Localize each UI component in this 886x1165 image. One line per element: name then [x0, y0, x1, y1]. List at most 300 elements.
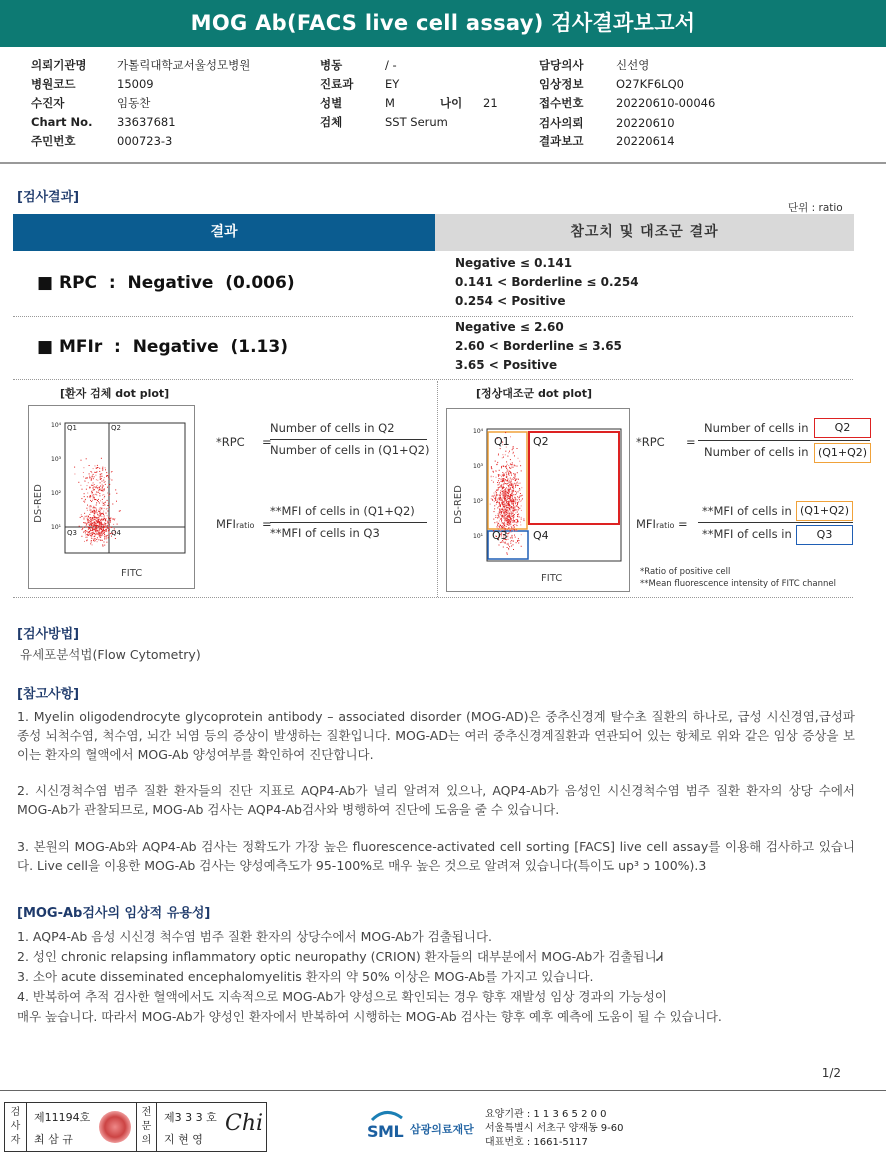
cell-dot [87, 518, 88, 519]
cell-dot [521, 517, 522, 518]
cell-dot [92, 495, 93, 496]
cell-dot [102, 540, 103, 541]
cell-dot [521, 495, 522, 496]
cell-dot [87, 522, 88, 523]
cell-dot [93, 513, 94, 514]
cell-dot [90, 529, 91, 530]
method-text: 유세포분석법(Flow Cytometry) [20, 647, 201, 662]
cell-dot [504, 487, 505, 488]
cell-dot [502, 472, 503, 473]
cell-dot [101, 528, 102, 529]
cell-dot [104, 508, 105, 509]
cell-dot [496, 492, 497, 493]
cell-dot [513, 494, 514, 495]
cell-dot [510, 436, 511, 437]
cell-dot [508, 452, 509, 453]
cell-dot [512, 492, 513, 493]
cell-dot [503, 484, 504, 485]
cell-dot [100, 534, 101, 535]
cell-dot [512, 538, 513, 539]
cell-dot [506, 495, 507, 496]
cell-dot [499, 503, 500, 504]
patient-info [0, 52, 886, 164]
cell-dot [92, 490, 93, 491]
cell-dot [83, 522, 84, 523]
cell-dot [90, 512, 91, 513]
cell-dot [95, 538, 96, 539]
cell-dot [512, 510, 513, 511]
cell-dot [501, 499, 502, 500]
cell-dot [509, 475, 510, 476]
cell-dot [84, 493, 85, 494]
cell-dot [91, 510, 92, 511]
cell-dot [497, 526, 498, 527]
cell-dot [100, 479, 101, 480]
cell-dot [88, 482, 89, 483]
cell-dot [507, 544, 508, 545]
cell-dot [511, 493, 512, 494]
cell-dot [97, 487, 98, 488]
cell-dot [520, 493, 521, 494]
cell-dot [498, 480, 499, 481]
cell-dot [504, 516, 505, 517]
cell-dot [88, 519, 89, 520]
cell-dot [93, 532, 94, 533]
cell-dot [107, 487, 108, 488]
cell-dot [91, 532, 92, 533]
cell-dot [116, 493, 117, 494]
cell-dot [74, 467, 75, 468]
cell-dot [500, 514, 501, 515]
method-heading: [검사방법] [17, 627, 80, 642]
cell-dot [510, 468, 511, 469]
cell-dot [94, 517, 95, 518]
cell-dot [518, 514, 519, 515]
cell-dot [113, 524, 114, 525]
cell-dot [98, 532, 99, 533]
cell-dot [508, 528, 509, 529]
patient-y-axis: DS-RED [32, 484, 44, 523]
receipt-no-value: 20220610-00046 [616, 96, 716, 110]
cell-dot [507, 503, 508, 504]
cell-dot [89, 518, 90, 519]
cell-dot [93, 498, 94, 499]
cell-dot [84, 500, 85, 501]
cell-dot [511, 500, 512, 501]
clinical-info-value: O27KF6LQ0 [616, 77, 684, 91]
cell-dot [505, 488, 506, 489]
cell-dot [519, 499, 520, 500]
cell-dot [504, 513, 505, 514]
cell-dot [92, 500, 93, 501]
control-mfi-fraction-line [698, 522, 853, 523]
cell-dot [86, 516, 87, 517]
cell-dot [99, 495, 100, 496]
cell-dot [513, 488, 514, 489]
cell-dot [513, 549, 514, 550]
cell-dot [513, 504, 514, 505]
cell-dot [506, 475, 507, 476]
cell-dot [507, 480, 508, 481]
cell-dot [510, 500, 511, 501]
cell-dot [517, 506, 518, 507]
cell-dot [499, 517, 500, 518]
cell-dot [84, 496, 85, 497]
cell-dot [103, 528, 104, 529]
cell-dot [94, 528, 95, 529]
cell-dot [513, 544, 514, 545]
cell-dot [104, 523, 105, 524]
cell-dot [503, 516, 504, 517]
cell-dot [510, 543, 511, 544]
company-address: 서울특별시 서초구 양재동 9-60 [485, 1123, 624, 1134]
cell-dot [93, 540, 94, 541]
cell-dot [495, 517, 496, 518]
cell-dot [102, 468, 103, 469]
cell-dot [92, 525, 93, 526]
cell-dot [96, 492, 97, 493]
cell-dot [506, 505, 507, 506]
cell-dot [103, 494, 104, 495]
cell-dot [508, 533, 509, 534]
cell-dot [79, 526, 80, 527]
cell-dot [510, 524, 511, 525]
cell-dot [510, 495, 511, 496]
cell-dot [500, 493, 501, 494]
cell-dot [495, 491, 496, 492]
cell-dot [498, 513, 499, 514]
cell-dot [102, 488, 103, 489]
cell-dot [111, 472, 112, 473]
cell-dot [92, 530, 93, 531]
cell-dot [500, 525, 501, 526]
cell-dot [102, 467, 103, 468]
cell-dot [501, 515, 502, 516]
cell-dot [494, 522, 495, 523]
cell-dot [84, 519, 85, 520]
cell-dot [520, 524, 521, 525]
collector-label: 수진자 [31, 96, 65, 110]
cell-dot [513, 479, 514, 480]
cell-dot [95, 517, 96, 518]
cell-dot [501, 511, 502, 512]
control-mfi-sub: ratio [655, 521, 675, 530]
cell-dot [509, 482, 510, 483]
specialist-label [137, 1103, 157, 1151]
cell-dot [498, 489, 499, 490]
cell-dot [89, 496, 90, 497]
cell-dot [96, 471, 97, 472]
cell-dot [104, 542, 105, 543]
cell-dot [506, 471, 507, 472]
cell-dot [102, 534, 103, 535]
cell-dot [507, 513, 508, 514]
cell-dot [110, 518, 111, 519]
cell-dot [106, 537, 107, 538]
cell-dot [107, 515, 108, 516]
cell-dot [505, 454, 506, 455]
cell-dot [518, 543, 519, 544]
cell-dot [105, 484, 106, 485]
cell-dot [97, 526, 98, 527]
cell-dot [500, 505, 501, 506]
control-rpc-numerator: Number of cells in [704, 421, 809, 435]
cell-dot [109, 479, 110, 480]
cell-dot [96, 502, 97, 503]
cell-dot [94, 489, 95, 490]
cell-dot [108, 518, 109, 519]
cell-dot [512, 509, 513, 510]
cell-dot [80, 517, 81, 518]
cell-dot [105, 481, 106, 482]
cell-dot [499, 487, 500, 488]
cell-dot [511, 481, 512, 482]
cell-dot [91, 520, 92, 521]
cell-dot [94, 533, 95, 534]
cell-dot [514, 501, 515, 502]
cell-dot [504, 475, 505, 476]
cell-dot [512, 528, 513, 529]
cell-dot [498, 476, 499, 477]
cell-dot [98, 519, 99, 520]
cell-dot [86, 540, 87, 541]
patient-mfi-fraction-line [270, 522, 427, 523]
cell-dot [508, 496, 509, 497]
clinical-item-4-cont: 매우 높습니다. 따라서 MOG-Ab가 양성인 환자에서 반복하여 시행하는 MOG-Ab 검사는 향후 예후 예측에 도움이 될 수 있습니다. [17, 1009, 722, 1024]
cell-dot [93, 539, 94, 540]
cell-dot [105, 469, 106, 470]
cell-dot [505, 498, 506, 499]
cell-dot [507, 547, 508, 548]
cell-dot [120, 510, 121, 511]
cell-dot [501, 485, 502, 486]
cell-dot [503, 510, 504, 511]
cell-dot [100, 528, 101, 529]
cell-dot [101, 529, 102, 530]
cell-dot [520, 465, 521, 466]
cell-dot [94, 516, 95, 517]
cell-dot [116, 501, 117, 502]
cell-dot [99, 471, 100, 472]
cell-dot [497, 525, 498, 526]
cell-dot [516, 542, 517, 543]
cell-dot [506, 523, 507, 524]
cell-dot [499, 511, 500, 512]
cell-dot [107, 500, 108, 501]
cell-dot [517, 448, 518, 449]
cell-dot [511, 485, 512, 486]
cell-dot [94, 507, 95, 508]
cell-dot [108, 516, 109, 517]
patient-mfi-eq: = [262, 517, 272, 531]
examiner-label-1: 검 [10, 1107, 21, 1118]
cell-dot [97, 467, 98, 468]
cell-dot [92, 493, 93, 494]
cell-dot [95, 499, 96, 500]
cell-dot [99, 530, 100, 531]
cell-dot [96, 486, 97, 487]
cell-dot [86, 458, 87, 459]
patient-mfi-numerator: **MFI of cells in (Q1+Q2) [270, 504, 415, 518]
cell-dot [106, 538, 107, 539]
cell-dot [93, 485, 94, 486]
cell-dot [512, 504, 513, 505]
cell-dot [101, 526, 102, 527]
cell-dot [509, 532, 510, 533]
cell-dot [117, 524, 118, 525]
cell-dot [94, 476, 95, 477]
cell-dot [510, 471, 511, 472]
cell-dot [93, 488, 94, 489]
cell-dot [99, 526, 100, 527]
cell-dot [108, 477, 109, 478]
cell-dot [498, 474, 499, 475]
cell-dot [97, 525, 98, 526]
sex-row [320, 95, 498, 111]
cell-dot [517, 496, 518, 497]
cell-dot [517, 466, 518, 467]
cell-dot [78, 482, 79, 483]
clinical-info-row [539, 76, 684, 92]
cell-dot [498, 498, 499, 499]
cell-dot [106, 536, 107, 537]
cell-dot [89, 477, 90, 478]
control-q1q2-ref-box [814, 443, 871, 463]
cell-dot [97, 465, 98, 466]
cell-dot [519, 508, 520, 509]
clinical-info-label: 임상정보 [539, 77, 584, 91]
cell-dot [499, 526, 500, 527]
specialist-label-1: 전 [141, 1107, 152, 1118]
cell-dot [511, 490, 512, 491]
cell-dot [96, 511, 97, 512]
cell-dot [506, 468, 507, 469]
cell-dot [108, 527, 109, 528]
cell-dot [104, 496, 105, 497]
cell-dot [100, 478, 101, 479]
cell-dot [522, 495, 523, 496]
cell-dot [99, 468, 100, 469]
cell-dot [99, 509, 100, 510]
cell-dot [101, 508, 102, 509]
cell-dot [514, 514, 515, 515]
cell-dot [513, 467, 514, 468]
signature-box [4, 1102, 267, 1152]
cell-dot [95, 525, 96, 526]
cell-dot [500, 448, 501, 449]
cell-dot [89, 522, 90, 523]
cell-dot [521, 500, 522, 501]
cell-dot [519, 516, 520, 517]
cell-dot [515, 501, 516, 502]
cell-dot [518, 479, 519, 480]
clinical-item-3: 3. 소아 acute disseminated encephalomyelitis 환자의 약 50% 이상은 MOG-Ab를 가지고 있습니다. [17, 969, 594, 984]
control-tick-4: 10⁴ [473, 428, 484, 435]
cell-dot [512, 496, 513, 497]
institution-row [31, 57, 250, 73]
cell-dot [83, 501, 84, 502]
cell-dot [517, 530, 518, 531]
cell-dot [512, 487, 513, 488]
cell-dot [90, 487, 91, 488]
cell-dot [499, 484, 500, 485]
clinical-item-2: 2. 성인 chronic relapsing inflammatory optic neuropathy (CRION) 환자들의 대부분에서 MOG-Ab가 검출됩니Ꮧ [17, 949, 664, 964]
specialist-label-3: 의 [141, 1135, 152, 1146]
cell-dot [87, 505, 88, 506]
cell-dot [496, 489, 497, 490]
cell-dot [87, 534, 88, 535]
cell-dot [502, 516, 503, 517]
cell-dot [96, 505, 97, 506]
cell-dot [512, 499, 513, 500]
cell-dot [518, 491, 519, 492]
cell-dot [109, 521, 110, 522]
cell-dot [111, 527, 112, 528]
cell-dot [519, 540, 520, 541]
cell-dot [92, 511, 93, 512]
chart-no-label: Chart No. [31, 115, 93, 129]
sex-label: 성별 [320, 96, 343, 110]
cell-dot [97, 522, 98, 523]
report-date-value: 20220614 [616, 134, 675, 148]
cell-dot [511, 516, 512, 517]
cell-dot [97, 485, 98, 486]
cell-dot [82, 516, 83, 517]
cell-dot [510, 488, 511, 489]
cell-dot [497, 517, 498, 518]
cell-dot [107, 493, 108, 494]
cell-dot [519, 496, 520, 497]
cell-dot [97, 531, 98, 532]
cell-dot [107, 520, 108, 521]
cell-dot [513, 519, 514, 520]
note-paragraph-2: 2. 시신경척수염 범주 질환 환자들의 진단 지표로 AQP4-Ab가 널리 알려져 있으나, AQP4-Ab가 음성인 시신경척수염 범주 질환 환자의 상당 수에서 MOG-Ab가 관찰되므로, MOG-Ab 검사는 AQP4-Ab검사와 병행하여 진단에 도움을 줄 수 있습니다. [17, 783, 855, 817]
cell-dot [97, 521, 98, 522]
note-mfi: **Mean fluorescence intensity of FITC channel [640, 579, 836, 589]
cell-dot [91, 501, 92, 502]
cell-dot [100, 532, 101, 533]
cell-dot [510, 537, 511, 538]
cell-dot [504, 496, 505, 497]
cell-dot [491, 480, 492, 481]
cell-dot [93, 474, 94, 475]
cell-dot [513, 520, 514, 521]
cell-dot [105, 467, 106, 468]
cell-dot [99, 493, 100, 494]
cell-dot [95, 534, 96, 535]
cell-dot [512, 513, 513, 514]
control-q4: Q4 [533, 529, 549, 542]
mfir-ref-borderline: 2.60 < Borderline ≤ 3.65 [455, 339, 622, 353]
cell-dot [521, 510, 522, 511]
cell-dot [507, 479, 508, 480]
cell-dot [107, 528, 108, 529]
patient-tick-1: 10¹ [51, 524, 62, 531]
cell-dot [503, 474, 504, 475]
cell-dot [512, 464, 513, 465]
cell-dot [513, 490, 514, 491]
cell-dot [106, 475, 107, 476]
examiner-label [5, 1103, 27, 1151]
cell-dot [93, 510, 94, 511]
cell-dot [507, 464, 508, 465]
cell-dot [510, 499, 511, 500]
cell-dot [516, 519, 517, 520]
patient-tick-2: 10² [51, 490, 62, 497]
specialist-number: 제3 3 3 호 [164, 1111, 217, 1124]
cell-dot [94, 521, 95, 522]
cell-dot [505, 515, 506, 516]
